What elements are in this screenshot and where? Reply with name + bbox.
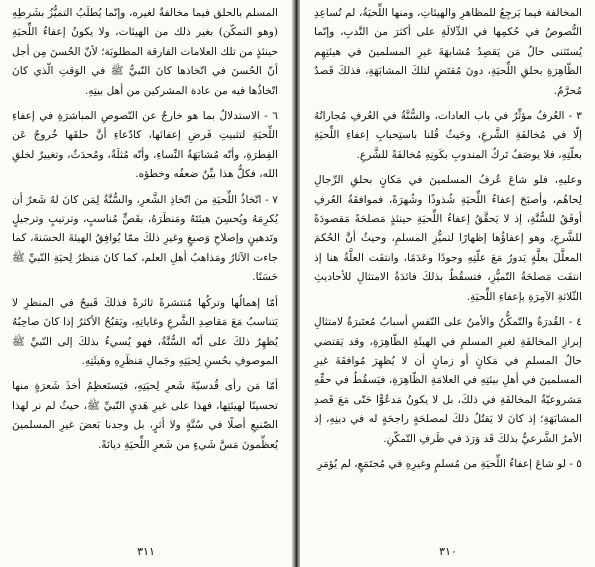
left-paragraph-4: أمّا إهمالُها وتركُها مُنتشرةً ثائرةً فذلكَ قَبيحٌ في المنظرِ لا يَتناسبُ مَعَ مَقاصِدِ الشَّرعِ وغاياتِهِ، ويَقبُحُ الأكثرُ إذا كانَ صاحِبُهُ يُظهِرُ ذلكَ على أنّه السُّنَّةُ، فهو يُسيءُ بذلكَ إلى النّبيِّ ﷺ الموصوفِ بحُسنِ لِحيَتِهِ وجَمالِ مَنظَرِهِ وهَيئَتِهِ. bbox=[12, 296, 278, 367]
right-page-number: ٣١٠ bbox=[439, 545, 457, 558]
right-paragraph-4: ٤ - القُدرَةُ والتّمكُّنُ والأمنُ على النّفسِ أسبابٌ مُعتَبرَةٌ لامتثالِ إبرازِ المخالفَةِ لغيرِ المسلمِ في الهيئَةِ الظّاهِرَةِ، وقد يَقتضي حالُ المسلمِ في مَكانٍ أو زمانٍ أن لا يُظهِرَ مُوافقَةَ غيرِ المسلمينَ في أهلِ بيئتِهِ في العلامَةِ الظّاهِرَةِ، فيَسقُطُ في حقِّهِ مَشروعيّةُ المخالفَةِ في ذلكَ، بل لا يكونُ مَدعُوًّا حَتّى مَعَ قَصدِ المشابَهَةِ؛ إذ كانَ لا يَقتُلُ ذلكَ لمصلحَةٍ راجحَةٍ له في دينِهِ، إذ الأمرُ الشَّرعيُّ بذلكَ قَد وَرَدَ في ظَرفِ التّمكّنِ. bbox=[314, 316, 582, 445]
left-page-number: ٣١١ bbox=[137, 545, 155, 558]
right-paragraph-2: ٣ - العُرفُ مؤثِّرٌ في باب العادات، والسُّنَّةُ في العُرفِ مُجاراتُهُ إلّا في مُخالفَةِ الشَّرعِ، وحَيثُ قُلنا باستِحبابِ إعفاءِ اللِّحيَةِ بعلّتِهِ، فلا يوصَفُ تَركُ المندوبِ بكَونِهِ مُخالفَةً للشَّرعِ. bbox=[314, 110, 582, 161]
right-paragraph-1: المخالفة فيما يَرجِعُ للمظاهرِ والهيئاتِ، ومنها اللِّحيَةُ، لم تُساعِدِ النُّصوصُ في حُكمِها في الدِّلالَةِ على أكثرَ من النَّدبِ، وإنّما يُستَثنى حالُ مَن يَقصِدُ مُشابهَةَ غيرِ المسلمينَ في هيئتِهِم الظّاهِرَةِ بحلقِ اللِّحيَةِ، دونَ مُقتَضٍ لتلكَ المشابَهَةِ، فذلكَ قَصدٌ مُحرَّمٌ. bbox=[314, 7, 582, 97]
left-page bbox=[0, 0, 293, 567]
right-page-text bbox=[314, 4, 582, 474]
right-paragraph-5: ٥ - لو شاعَ إعفاءُ اللِّحيَةِ من مُسلمٍ وغيرِهِ في مُجتَمَعٍ، لم يُؤمَرِ bbox=[317, 457, 582, 470]
left-paragraph-2: ٦ - الاستدلالُ بما هو خارجٌ عن النّصوصِ المباشرَةِ في إعفاءِ اللِّحيَةِ لتثبيتِ فَرضِ إعفائها، كادّعاءِ أنَّ حلقَها خُروجٌ عَن الفِطرَةِ، وأنّه مُشابَهَةُ النِّساءِ، وأنّه مُثلَةٌ، ومُحدَثٌ، وتغييرٌ لخلقِ الله، فكلُّ هذا بيِّنٌ ضعفُه وخطؤه. bbox=[12, 110, 278, 181]
right-paragraph-3: وعليهِ، فلو شاعَ عُرفُ المسلمينَ في مَكانٍ بحلقِ الرِّجالِ لِحاهُم، وأصبَحَ إعفاءُ اللِّحيَةِ شُذوذًا وشُهرَةً، فموافقَةُ العُرفِ أوفَقُ للسُّنَّةِ، إذ لا يَحقَّقُ إعفاءُ اللِّحيَةِ حينئذٍ مَصلحَةً مَقصودَةً للشَّرعِ، وهو إعفاؤُها إظهارًا لتميُّزِ المسلمِ، وحيثُ أنَّ الحُكمَ المعلَّلَ بعلَّةٍ يَدورُ مَعَ علّتِهِ وجودًا وعَدَمًا، وانتفَت العلَّةُ هنا إذ انتفَت مَصلحَةُ التّميُّزِ، فتسقُطُ بذلكَ فائدَةُ الامتثالِ للأحاديثِ الثّلاثةِ الآمِرَةِ بإعفاءِ اللِّحيَةِ. bbox=[314, 174, 582, 303]
left-page-text bbox=[12, 4, 278, 455]
right-page bbox=[300, 0, 595, 567]
left-paragraph-1: المسلم بالحلق فيما مخالفةٌ لغيره، وإنّما يُطلَبُ التميُّزُ بشَرطِهِ (وهو التمكّن) بغير ذلك من الهيئات، ولا يكونُ إعفاءُ اللِّحيَةِ حينئذٍ من تلك العلامات الفارقة المطلوبَة؛ لأنّ الحُسنَ مِن أجل أنّ الحُسنَ في اتّخاذها كانَ النّبيُّ ﷺ في الوَقتِ الّذي كانَ اتّخاذُها فيه من عادة المشركين من أهل بيتِهِ. bbox=[12, 7, 278, 97]
left-paragraph-3: ٧ - اتّخاذُ اللِّحيَةِ من اتّخاذِ الشَّعرِ، والسُّنَّةُ لِمَن كانَ لهُ شَعرٌ أن يُكرِمَهُ ويُحسِنَ هيئتَهُ ومَنظَرَهُ، بقَصٍّ مُناسبٍ، وترتيبٍ وترجيلٍ وتَدهينٍ وإصلاحِ وَصبغٍ وغيرِ ذلكَ ممّا يُوافِقُ الهيئةَ الحسَنةَ، كما جاءت الآثارُ ومَذاهبُ أهلِ العلم، كما كانَ مَنظرُ لِحيَةِ النّبيِّ ﷺ حَسَنًا. bbox=[12, 193, 278, 284]
left-paragraph-5: أمّا مَن رأى قُدسيّةَ شَعرِ لِحيَتِهِ، فيَستَعظِمُ أخذَ شَعرَةٍ منها تحسينًا لهيئتِها، فهذا على غيرِ هَديِ النّبيِّ ﷺ، حيثُ لم نر لهذا الصّنيعِ أصلًا في سُنَّةٍ ولا أثرٍ، بل وجدنا بَعضَ غيرِ المسلمينَ يُعظِّمونَ مَسَّ شَيءٍ من شَعرِ اللِّحيَةِ ديانَةً. bbox=[12, 380, 278, 451]
